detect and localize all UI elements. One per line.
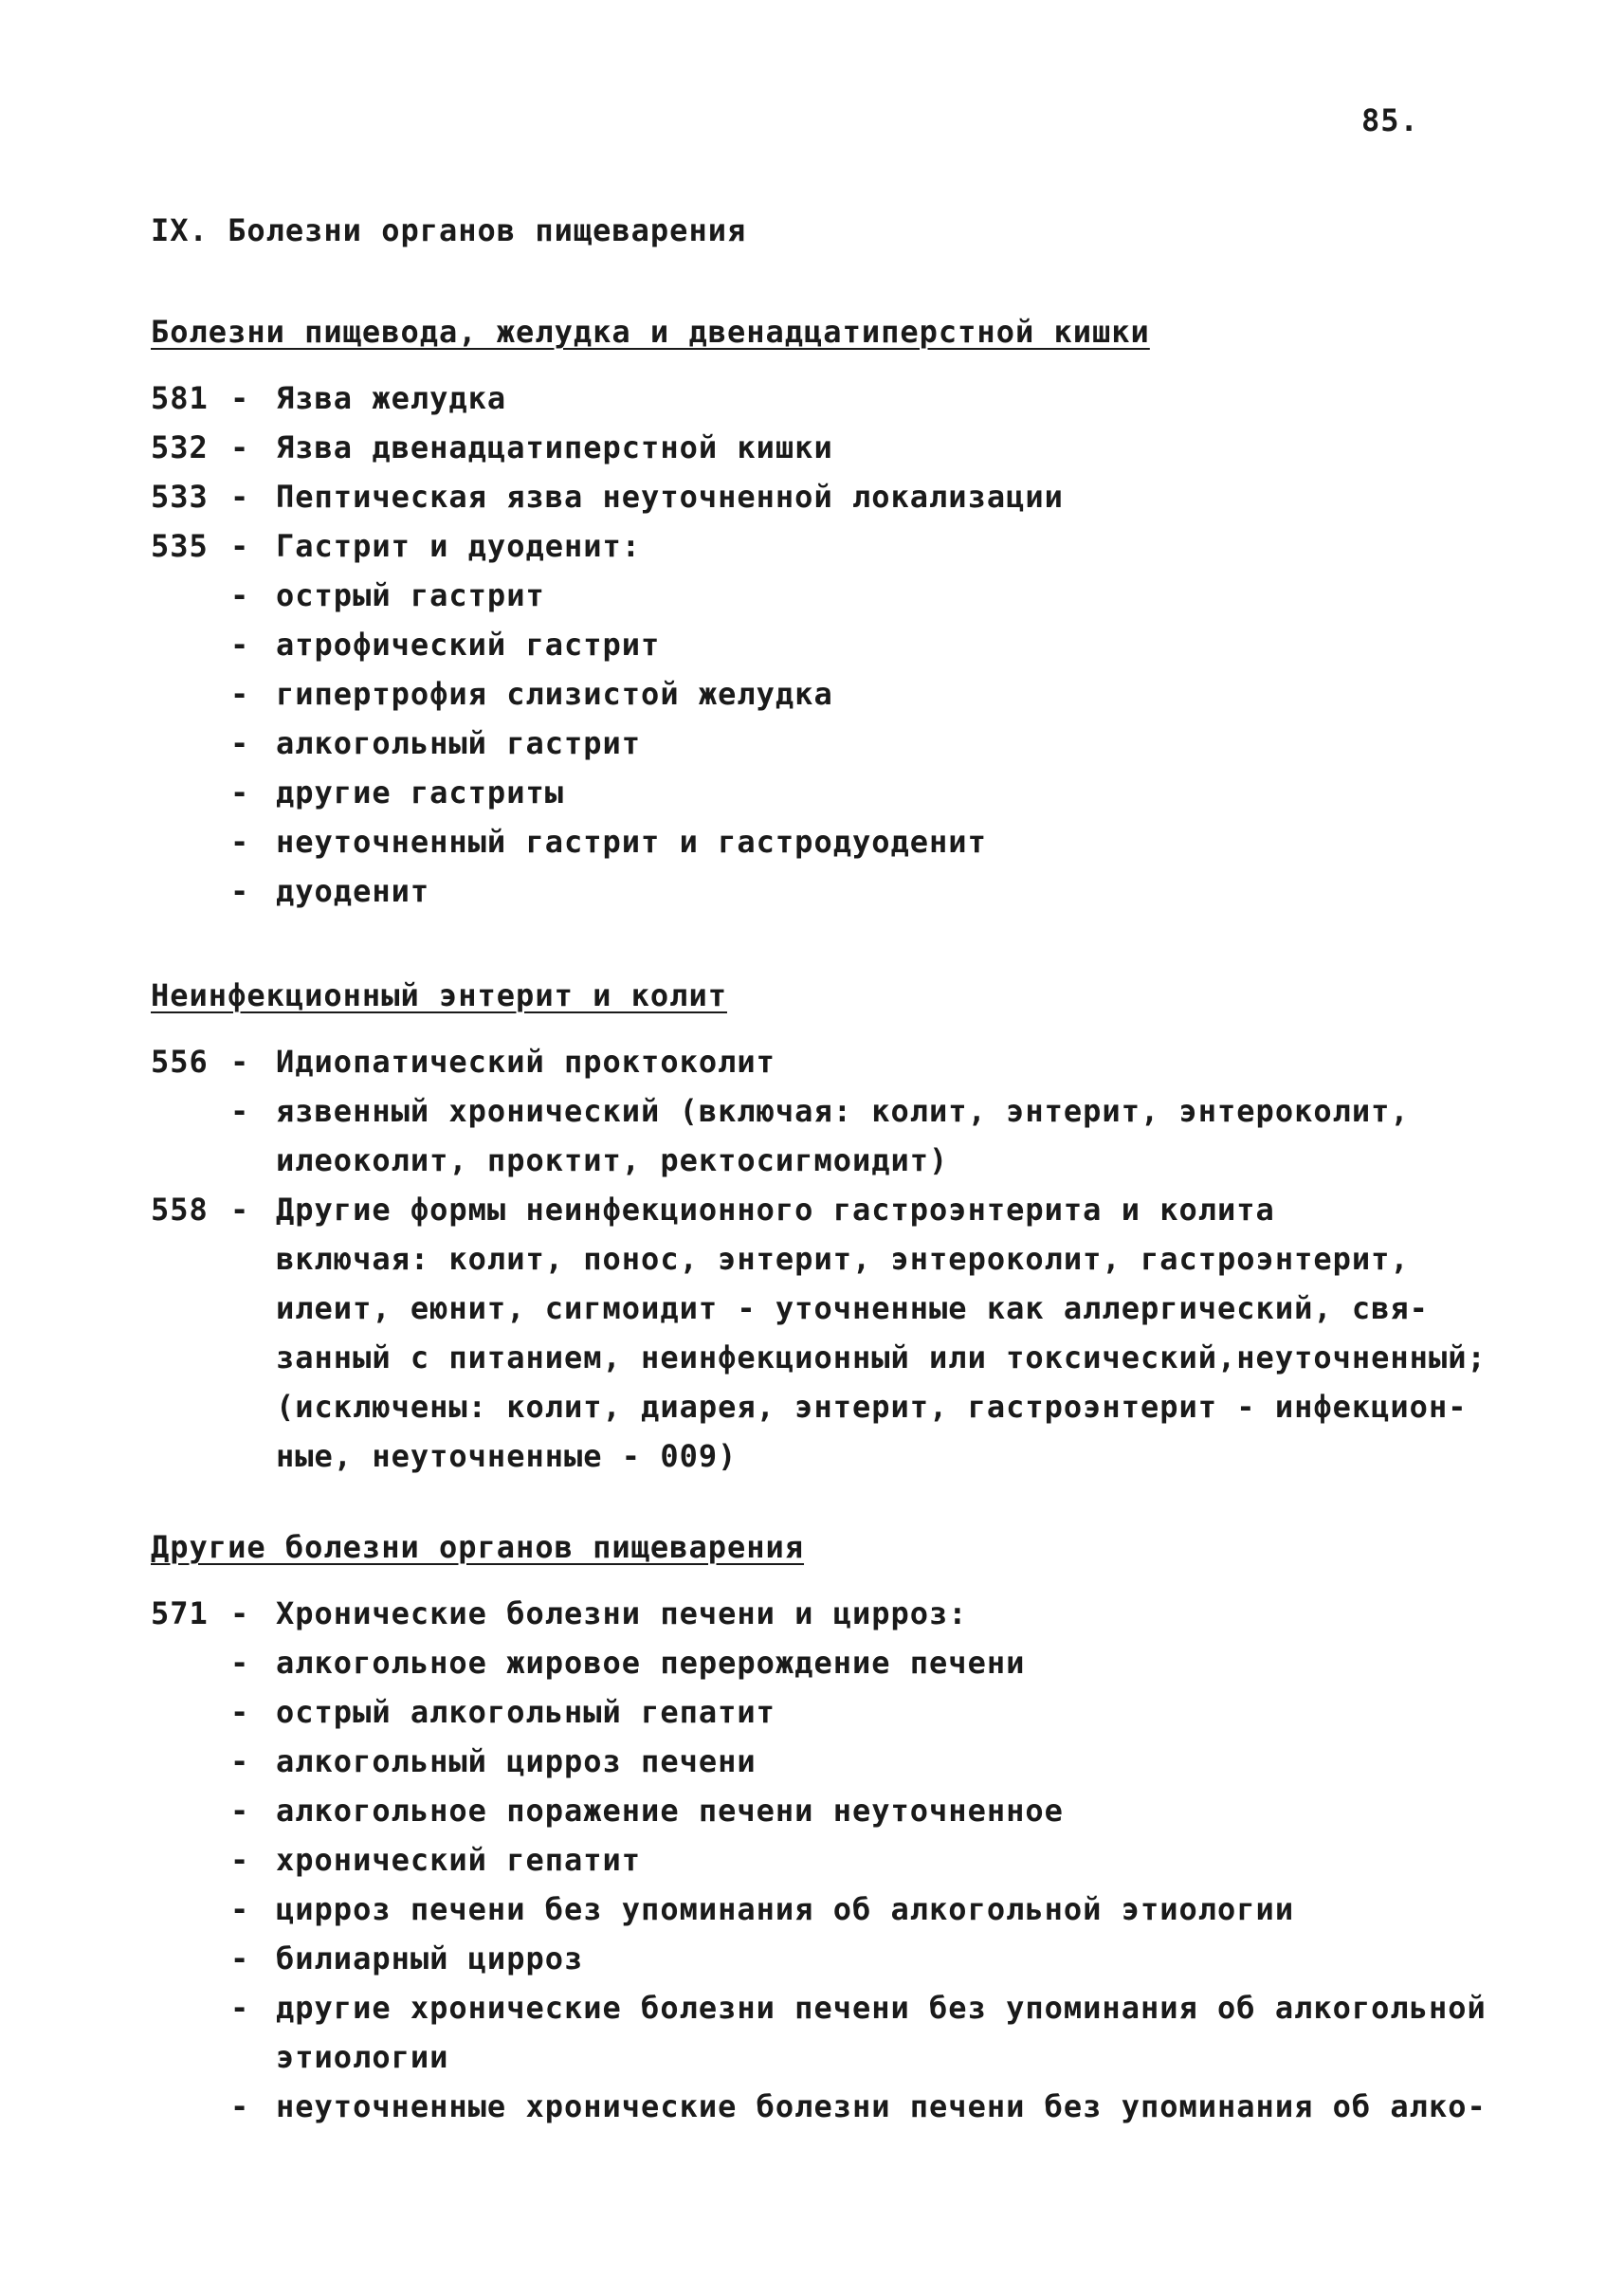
chapter-title: IX. Болезни органов пищеварения	[151, 212, 747, 248]
section-title: Болезни пищевода, желудка и двенадцатиперстной кишки	[151, 314, 1150, 350]
section-other-digestive-diseases	[151, 1528, 1535, 2131]
entry-code: 571	[151, 1595, 209, 1631]
sub-item: - алкогольное жировое перерождение печени	[230, 1645, 1026, 1681]
continuation-line: занный с питанием, неинфекционный или токсический,неуточненный;	[276, 1339, 1487, 1375]
sub-item: - дуоденит	[230, 873, 430, 909]
sub-item: - хронический гепатит	[230, 1842, 642, 1878]
entry-532	[151, 423, 1535, 472]
entry-code: 532	[151, 429, 209, 465]
sub-item: - неуточненный гастрит и гастродуоденит	[230, 824, 987, 860]
section-esophagus-stomach-duodenum	[151, 313, 1535, 916]
entry-558	[151, 1185, 1535, 1481]
sub-item: - гипертрофия слизистой желудка	[230, 676, 833, 712]
continuation-line: этиологии	[276, 2039, 449, 2075]
section-title: Неинфекционный энтерит и колит	[151, 977, 727, 1013]
entry-556	[151, 1037, 1535, 1185]
sub-item: - билиарный цирроз	[230, 1940, 584, 1976]
dash: -	[230, 528, 250, 564]
sub-item: - алкогольный гастрит	[230, 725, 642, 761]
sub-item: - язвенный хронический (включая: колит, энтерит, энтероколит,	[230, 1093, 1410, 1129]
entry-code: 535	[151, 528, 209, 564]
entry-text: Идиопатический проктоколит	[276, 1044, 776, 1080]
entry-533	[151, 472, 1535, 521]
entry-text: Язва желудка	[276, 380, 507, 416]
sub-item: - алкогольный цирроз печени	[230, 1743, 757, 1779]
continuation-line: (исключены: колит, диарея, энтерит, гастроэнтерит - инфекцион-	[276, 1389, 1468, 1425]
sub-item: - атрофический гастрит	[230, 627, 661, 663]
sub-item: - другие гастриты	[230, 774, 564, 811]
continuation-line: ные, неуточненные - 009)	[276, 1438, 738, 1474]
section-noninfectious-enteritis-colitis	[151, 976, 1535, 1481]
entry-code: 533	[151, 479, 209, 515]
entry-text: Другие формы неинфекционного гастроэнтерита и колита	[276, 1192, 1275, 1228]
entry-text: Пептическая язва неуточненной локализации	[276, 479, 1064, 515]
entry-535	[151, 521, 1535, 916]
entry-code: 556	[151, 1044, 209, 1080]
entry-text: Хронические болезни печени и цирроз:	[276, 1595, 968, 1631]
entry-code: 558	[151, 1192, 209, 1228]
sub-item: - алкогольное поражение печени неуточненное	[230, 1793, 1064, 1829]
entry-text: Гастрит и дуоденит:	[276, 528, 642, 564]
dash: -	[230, 1044, 250, 1080]
entry-text: Язва двенадцатиперстной кишки	[276, 429, 833, 465]
sub-item: - цирроз печени без упоминания об алкогольной этиологии	[230, 1891, 1295, 1927]
entry-581	[151, 373, 1535, 423]
continuation-line: включая: колит, понос, энтерит, энтероколит, гастроэнтерит,	[276, 1241, 1410, 1277]
page-number: 85.	[1361, 102, 1419, 138]
dash: -	[230, 1192, 250, 1228]
dash: -	[230, 429, 250, 465]
continuation-line: илеоколит, проктит, ректосигмоидит)	[276, 1142, 949, 1178]
sub-item: - неуточненные хронические болезни печени без упоминания об алко-	[230, 2088, 1487, 2124]
dash: -	[230, 1595, 250, 1631]
continuation-line: илеит, еюнит, сигмоидит - уточненные как аллергический, свя-	[276, 1290, 1429, 1326]
dash: -	[230, 380, 250, 416]
dash: -	[230, 479, 250, 515]
entry-code: 581	[151, 380, 209, 416]
sub-item: - острый гастрит	[230, 577, 545, 613]
entry-571	[151, 1589, 1535, 2131]
sub-item: - острый алкогольный гепатит	[230, 1694, 776, 1730]
sub-item: - другие хронические болезни печени без упоминания об алкогольной	[230, 1990, 1487, 2026]
section-title: Другие болезни органов пищеварения	[151, 1529, 805, 1565]
